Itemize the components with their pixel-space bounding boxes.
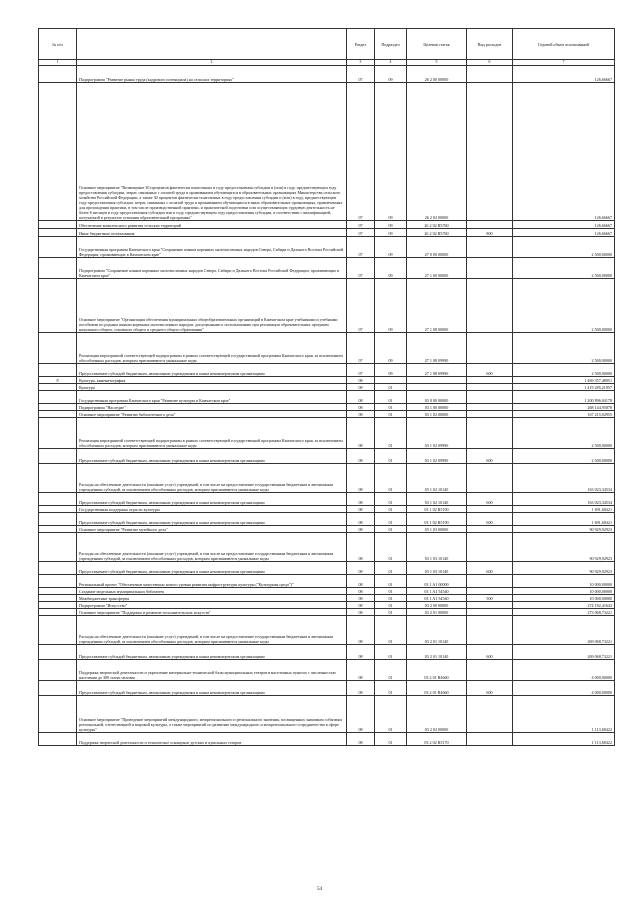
table-row xyxy=(39,229,615,237)
cell-name: Реализация мероприятий соответствующей подпрограммы в рамках соответствующей государственной программы Камчатского края, за исключением обособленных расходов, которым присваиваются уникальные коды xyxy=(77,418,347,449)
cell-vr xyxy=(467,66,513,83)
cell-razdel: 07 xyxy=(347,66,375,83)
cell-podrazdel: 01 xyxy=(375,575,407,588)
cell-csr: 26 2 02 R5760 xyxy=(407,229,467,237)
cell-razdel: 08 xyxy=(347,645,375,660)
cell-vr xyxy=(467,588,513,595)
cell-vr: 800 xyxy=(467,229,513,237)
cell-amount: 2 500,00000 xyxy=(513,237,615,258)
cell-csr: 26 2 02 R5760 xyxy=(407,221,467,229)
cell-razdel: 07 xyxy=(347,258,375,279)
cell-amount: 10 000,00000 xyxy=(513,595,615,602)
cell-vr xyxy=(467,384,513,391)
cell-name: Предоставление субсидий бюджетным, автономным учреждениям и иным некоммерческим организациям xyxy=(77,645,347,660)
cell-csr: 03 2 01 00000 xyxy=(407,609,467,616)
cell-csr xyxy=(407,384,467,391)
header-vr: Вид расходов xyxy=(467,29,513,60)
cell-csr: 03 1 02 R5190 xyxy=(407,506,467,513)
cell-podrazdel: 01 xyxy=(375,384,407,391)
table-header-row xyxy=(39,29,615,60)
cell-csr: 03 2 01 10140 xyxy=(407,645,467,660)
cell-amount: 1 691,68421 xyxy=(513,506,615,513)
cell-amount: 1 691,68421 xyxy=(513,513,615,526)
cell-name: Основное мероприятие "Проведение мероприятий международного, межрегионального и регионального значения, посвященных значимым событиям региональной, отечественной и мировой культуры, а также мероприятий по развитию международного и межрегионального сотрудничества в сфере культуры" xyxy=(77,696,347,733)
column-number: 6 xyxy=(467,60,513,66)
cell-razdel: 08 xyxy=(347,696,375,733)
table-row xyxy=(39,506,615,513)
cell-podrazdel: 01 xyxy=(375,645,407,660)
header-amount: Годовой объем ассигнований xyxy=(513,29,615,60)
cell-razdel: 08 xyxy=(347,609,375,616)
cell-podrazdel: 09 xyxy=(375,229,407,237)
table-row xyxy=(39,83,615,221)
cell-csr: 03 1 A1 54540 xyxy=(407,595,467,602)
cell-amount: 10 000,00000 xyxy=(513,588,615,595)
cell-razdel: 08 xyxy=(347,506,375,513)
cell-num xyxy=(39,526,77,533)
cell-num xyxy=(39,364,77,377)
cell-name: Государственная программа Камчатского края "Развитие культуры в Камчатском крае" xyxy=(77,391,347,404)
cell-csr: 03 1 02 09990 xyxy=(407,418,467,449)
cell-vr xyxy=(467,733,513,746)
table-row xyxy=(39,258,615,279)
cell-name: Государственная программа Камчатского края "Сохранение языков коренных малочисленных народов Севера, Сибири и Дальнего Востока Российской Федерации, проживающих в Камчатском крае" xyxy=(77,237,347,258)
cell-razdel: 08 xyxy=(347,493,375,506)
cell-csr: 27 1 00 00000 xyxy=(407,258,467,279)
cell-name: Межбюджетные трансферты xyxy=(77,595,347,602)
cell-amount: 2 500,00000 xyxy=(513,449,615,464)
cell-csr: 03 2 02 R5170 xyxy=(407,733,467,746)
cell-amount: 126,66667 xyxy=(513,221,615,229)
cell-razdel: 08 xyxy=(347,513,375,526)
cell-amount: 274 182,41643 xyxy=(513,602,615,609)
table-row xyxy=(39,595,615,602)
table-row xyxy=(39,588,615,595)
cell-podrazdel: 09 xyxy=(375,279,407,333)
cell-vr xyxy=(467,526,513,533)
cell-name: Предоставление субсидий бюджетным, автономным учреждениям и иным некоммерческим организациям xyxy=(77,493,347,506)
cell-vr: 600 xyxy=(467,493,513,506)
cell-amount: 2 500,00000 xyxy=(513,258,615,279)
cell-csr: 03 2 02 00000 xyxy=(407,696,467,733)
cell-razdel: 08 xyxy=(347,588,375,595)
cell-podrazdel: 01 xyxy=(375,464,407,493)
cell-razdel: 07 xyxy=(347,83,375,221)
cell-csr: 03 1 02 R5190 xyxy=(407,513,467,526)
budget-table xyxy=(38,28,615,746)
budget-table-sheet xyxy=(38,28,614,746)
cell-csr: 03 0 00 00000 xyxy=(407,391,467,404)
cell-vr: 600 xyxy=(467,449,513,464)
cell-razdel: 08 xyxy=(347,602,375,609)
cell-csr: 03 2 01 R4660 xyxy=(407,681,467,696)
cell-amount: 90 929,92923 xyxy=(513,533,615,562)
cell-name: Иные бюджетные ассигнования xyxy=(77,229,347,237)
cell-razdel: 08 xyxy=(347,526,375,533)
cell-podrazdel: 01 xyxy=(375,506,407,513)
cell-amount: 273 068,73221 xyxy=(513,609,615,616)
cell-num xyxy=(39,411,77,418)
table-row xyxy=(39,66,615,83)
cell-num xyxy=(39,588,77,595)
cell-amount: 1 469 357,48051 xyxy=(513,377,615,384)
cell-vr xyxy=(467,258,513,279)
cell-razdel: 08 xyxy=(347,449,375,464)
cell-amount: 1 113,68422 xyxy=(513,696,615,733)
cell-amount: 90 929,92923 xyxy=(513,562,615,575)
cell-vr xyxy=(467,391,513,404)
header-razdel: Раздел xyxy=(347,29,375,60)
cell-csr: 03 1 02 10140 xyxy=(407,493,467,506)
cell-name: Создание модельных муниципальных библиотек xyxy=(77,588,347,595)
table-row xyxy=(39,681,615,696)
table-row xyxy=(39,513,615,526)
table-row xyxy=(39,418,615,449)
cell-num xyxy=(39,660,77,681)
cell-name: Культура xyxy=(77,384,347,391)
table-row xyxy=(39,562,615,575)
cell-podrazdel: 01 xyxy=(375,513,407,526)
cell-num xyxy=(39,645,77,660)
cell-num xyxy=(39,384,77,391)
cell-name: Расходы на обеспечение деятельности (оказание услуг) учреждений, в том числе на предоставление государственным бюджетным и автономным учреждениям субсидий, за исключением обособленных расходов, которым присваиваются уникальные коды xyxy=(77,464,347,493)
cell-name: Подпрограмма "Наследие" xyxy=(77,404,347,411)
table-row xyxy=(39,660,615,681)
cell-num xyxy=(39,493,77,506)
cell-razdel: 08 xyxy=(347,562,375,575)
table-row xyxy=(39,384,615,391)
table-row xyxy=(39,602,615,609)
cell-name: Подпрограмма "Развитие рынка труда (кадрового потенциала) на сельских территориях" xyxy=(77,66,347,83)
cell-podrazdel: 01 xyxy=(375,696,407,733)
table-row xyxy=(39,221,615,229)
cell-amount: 126,66667 xyxy=(513,229,615,237)
header-num: № п/п xyxy=(39,29,77,60)
cell-name: Подпрограмма "Сохранение языков коренных малочисленных народов Севера, Сибири и Дальнего Востока Российской Федерации, проживающих в Камчатском крае" xyxy=(77,258,347,279)
cell-podrazdel xyxy=(375,377,407,384)
cell-vr xyxy=(467,333,513,364)
cell-podrazdel: 01 xyxy=(375,609,407,616)
cell-razdel: 08 xyxy=(347,733,375,746)
cell-amount: 2 500,00000 xyxy=(513,333,615,364)
cell-num xyxy=(39,229,77,237)
cell-amount: 126,66667 xyxy=(513,83,615,221)
cell-csr: 27 1 08 09990 xyxy=(407,333,467,364)
column-number: 1 xyxy=(39,60,77,66)
header-podrazdel: Подраздел xyxy=(375,29,407,60)
cell-num xyxy=(39,506,77,513)
cell-vr xyxy=(467,696,513,733)
cell-num xyxy=(39,681,77,696)
cell-amount: 163 023,34534 xyxy=(513,464,615,493)
cell-csr: 03 1 00 00000 xyxy=(407,404,467,411)
cell-vr xyxy=(467,279,513,333)
cell-num xyxy=(39,609,77,616)
cell-num xyxy=(39,533,77,562)
cell-amount: 126,66667 xyxy=(513,66,615,83)
cell-razdel: 07 xyxy=(347,279,375,333)
cell-name: Основное мероприятие "Поддержка и развитие исполнительских искусств" xyxy=(77,609,347,616)
cell-razdel: 08 xyxy=(347,660,375,681)
header-name xyxy=(77,29,347,60)
table-row xyxy=(39,411,615,418)
cell-amount: 4 000,00000 xyxy=(513,660,615,681)
cell-podrazdel: 01 xyxy=(375,418,407,449)
cell-podrazdel: 09 xyxy=(375,66,407,83)
table-row xyxy=(39,609,615,616)
cell-name: Предоставление субсидий бюджетным, автономным учреждениям и иным некоммерческим организациям xyxy=(77,449,347,464)
cell-podrazdel: 01 xyxy=(375,595,407,602)
column-number: 4 xyxy=(375,60,407,66)
table-row xyxy=(39,526,615,533)
cell-razdel: 08 xyxy=(347,377,375,384)
cell-razdel: 08 xyxy=(347,418,375,449)
cell-num xyxy=(39,258,77,279)
cell-vr: 600 xyxy=(467,513,513,526)
header-csr: Целевая статья xyxy=(407,29,467,60)
table-row xyxy=(39,237,615,258)
cell-amount: 1 419 285,21957 xyxy=(513,384,615,391)
cell-num xyxy=(39,404,77,411)
cell-vr xyxy=(467,616,513,645)
cell-name: Поддержка творческой деятельности и укрепление материально-технической базы муниципальных театров в населенных пунктах с численностью населения до 300 тысяч человек xyxy=(77,660,347,681)
cell-csr: 03 2 00 00000 xyxy=(407,602,467,609)
cell-amount: 269 068,73221 xyxy=(513,616,615,645)
cell-num xyxy=(39,418,77,449)
cell-podrazdel: 01 xyxy=(375,562,407,575)
cell-razdel: 07 xyxy=(347,237,375,258)
cell-podrazdel: 01 xyxy=(375,602,407,609)
cell-vr: 600 xyxy=(467,562,513,575)
cell-amount: 1 200 896,04178 xyxy=(513,391,615,404)
table-row xyxy=(39,364,615,377)
cell-name: Основное мероприятие "Возмещение 30 процентов фактически понесенных в году предоставления субсидии и (или) в году, предшествующем году предоставления субсидии, затрат, связанных с оплатой труда и проживанием обучающихся в образовательных организациях Министерства сельского хозяйства Российской Федерации, а также 30 процентов фактически понесенных в году предоставления субсидии и (или) в году, предшествующем году предоставления субсидии, затрат, связанных с оплатой труда и проживанием обучающихся в иных образовательных организациях, привлеченных для прохождения практики, в том числе производственной практики, и практической подготовки или осуществляющих трудовую деятельность не более 6 месяцев в году предоставления субсидии или в году, предшествующем году предоставления субсидии, в соответствии с квалификацией, получаемой в результате освоения образовательной программы" xyxy=(77,83,347,221)
cell-vr xyxy=(467,418,513,449)
cell-amount: 2 500,00000 xyxy=(513,364,615,377)
cell-amount: 167 215,02955 xyxy=(513,411,615,418)
cell-vr: 600 xyxy=(467,364,513,377)
cell-csr: 03 1 03 10140 xyxy=(407,533,467,562)
cell-podrazdel: 01 xyxy=(375,533,407,562)
cell-razdel: 08 xyxy=(347,404,375,411)
cell-csr xyxy=(407,377,467,384)
cell-amount: 268 144,95878 xyxy=(513,404,615,411)
cell-razdel: 08 xyxy=(347,595,375,602)
cell-amount: 10 000,00000 xyxy=(513,575,615,588)
cell-csr: 03 1 A1 00000 xyxy=(407,575,467,588)
cell-num xyxy=(39,237,77,258)
cell-name: Основное мероприятие "Развитие библиотечного дела" xyxy=(77,411,347,418)
cell-vr xyxy=(467,575,513,588)
cell-name: Обеспечение комплексного развития сельских территорий xyxy=(77,221,347,229)
cell-amount: 90 929,92923 xyxy=(513,526,615,533)
cell-vr xyxy=(467,221,513,229)
cell-num xyxy=(39,575,77,588)
cell-podrazdel: 01 xyxy=(375,449,407,464)
cell-name: Предоставление субсидий бюджетным, автономным учреждениям и иным некоммерческим организациям xyxy=(77,562,347,575)
table-row xyxy=(39,575,615,588)
cell-vr xyxy=(467,602,513,609)
cell-csr: 03 1 02 10140 xyxy=(407,464,467,493)
cell-num xyxy=(39,464,77,493)
cell-podrazdel: 01 xyxy=(375,493,407,506)
cell-podrazdel: 01 xyxy=(375,404,407,411)
cell-vr xyxy=(467,660,513,681)
cell-name: Реализация мероприятий соответствующей подпрограммы в рамках соответствующей государственной программы Камчатского края, за исключением обособленных расходов, которым присваиваются уникальные коды xyxy=(77,333,347,364)
cell-razdel: 08 xyxy=(347,616,375,645)
cell-razdel: 08 xyxy=(347,681,375,696)
cell-num xyxy=(39,391,77,404)
cell-podrazdel: 01 xyxy=(375,588,407,595)
cell-vr xyxy=(467,609,513,616)
cell-num xyxy=(39,66,77,83)
cell-razdel: 08 xyxy=(347,384,375,391)
cell-num xyxy=(39,733,77,746)
cell-razdel: 07 xyxy=(347,221,375,229)
cell-vr: 500 xyxy=(467,595,513,602)
cell-amount: 269 068,73221 xyxy=(513,645,615,660)
cell-podrazdel: 09 xyxy=(375,333,407,364)
column-number: 2 xyxy=(77,60,347,66)
table-row xyxy=(39,377,615,384)
cell-csr: 03 2 01 R4660 xyxy=(407,660,467,681)
cell-csr: 26 2 02 00000 xyxy=(407,83,467,221)
cell-razdel: 08 xyxy=(347,533,375,562)
cell-csr: 03 1 A1 54540 xyxy=(407,588,467,595)
cell-vr xyxy=(467,506,513,513)
cell-csr: 03 1 02 09990 xyxy=(407,449,467,464)
table-row xyxy=(39,464,615,493)
cell-csr: 26 2 00 00000 xyxy=(407,66,467,83)
cell-name: Расходы на обеспечение деятельности (оказание услуг) учреждений, в том числе на предоставление государственным бюджетным и автономным учреждениям субсидий, за исключением обособленных расходов, которым присваиваются уникальные коды xyxy=(77,533,347,562)
cell-num xyxy=(39,279,77,333)
cell-podrazdel: 09 xyxy=(375,364,407,377)
cell-num xyxy=(39,513,77,526)
cell-podrazdel: 09 xyxy=(375,83,407,221)
cell-num xyxy=(39,83,77,221)
cell-podrazdel: 01 xyxy=(375,616,407,645)
table-row xyxy=(39,733,615,746)
cell-csr: 03 2 01 10140 xyxy=(407,616,467,645)
cell-razdel: 08 xyxy=(347,411,375,418)
table-row xyxy=(39,696,615,733)
cell-name: Предоставление субсидий бюджетным, автономным учреждениям и иным некоммерческим организациям xyxy=(77,513,347,526)
cell-podrazdel: 09 xyxy=(375,258,407,279)
cell-vr xyxy=(467,377,513,384)
cell-num: 8 xyxy=(39,377,77,384)
cell-num xyxy=(39,333,77,364)
column-number: 5 xyxy=(407,60,467,66)
cell-csr: 27 1 08 00000 xyxy=(407,279,467,333)
cell-name: Поддержка творческой деятельности и техническое оснащение детских и кукольных театров xyxy=(77,733,347,746)
cell-num xyxy=(39,595,77,602)
cell-num xyxy=(39,696,77,733)
cell-name: Подпрограмма "Искусство" xyxy=(77,602,347,609)
cell-vr: 600 xyxy=(467,645,513,660)
cell-podrazdel: 09 xyxy=(375,221,407,229)
table-row xyxy=(39,645,615,660)
cell-amount: 4 000,00000 xyxy=(513,681,615,696)
cell-num xyxy=(39,221,77,229)
cell-vr xyxy=(467,237,513,258)
cell-vr xyxy=(467,464,513,493)
cell-name: Культура, кинематография xyxy=(77,377,347,384)
cell-podrazdel: 01 xyxy=(375,733,407,746)
cell-razdel: 07 xyxy=(347,229,375,237)
cell-razdel: 07 xyxy=(347,364,375,377)
table-body xyxy=(39,66,615,746)
cell-podrazdel: 09 xyxy=(375,237,407,258)
cell-vr xyxy=(467,533,513,562)
column-number: 7 xyxy=(513,60,615,66)
cell-name: Государственная поддержка отрасли культуры xyxy=(77,506,347,513)
cell-amount: 2 500,00000 xyxy=(513,279,615,333)
cell-csr: 27 1 08 09990 xyxy=(407,364,467,377)
cell-vr xyxy=(467,404,513,411)
column-number: 3 xyxy=(347,60,375,66)
table-row xyxy=(39,391,615,404)
cell-name: Региональный проект "Обеспечение качественно нового уровня развития инфраструктуры культуры ("Культурная среда")" xyxy=(77,575,347,588)
table-row xyxy=(39,493,615,506)
page-number: 54 xyxy=(317,887,322,892)
cell-csr: 27 0 00 00000 xyxy=(407,237,467,258)
cell-num xyxy=(39,449,77,464)
table-row xyxy=(39,279,615,333)
cell-podrazdel: 01 xyxy=(375,526,407,533)
cell-csr: 03 1 02 00000 xyxy=(407,411,467,418)
cell-razdel: 08 xyxy=(347,464,375,493)
cell-razdel: 07 xyxy=(347,333,375,364)
table-row xyxy=(39,533,615,562)
cell-csr: 03 1 03 00000 xyxy=(407,526,467,533)
cell-name: Расходы на обеспечение деятельности (оказание услуг) учреждений, в том числе на предоставление государственным бюджетным и автономным учреждениям субсидий, за исключением обособленных расходов, которым присваиваются уникальные коды xyxy=(77,616,347,645)
cell-num xyxy=(39,616,77,645)
table-row xyxy=(39,616,615,645)
cell-vr xyxy=(467,411,513,418)
cell-podrazdel: 01 xyxy=(375,411,407,418)
cell-csr: 03 1 03 10140 xyxy=(407,562,467,575)
cell-vr: 600 xyxy=(467,681,513,696)
cell-num xyxy=(39,602,77,609)
cell-name: Основное мероприятие "Развитие музейного дела" xyxy=(77,526,347,533)
cell-name: Предоставление субсидий бюджетным, автономным учреждениям и иным некоммерческим организациям xyxy=(77,364,347,377)
cell-razdel: 08 xyxy=(347,391,375,404)
cell-name: Основное мероприятие "Организация обеспечения муниципальных общеобразовательных организаций в Камчатском крае учебниками и учебными пособиями по родным языкам коренных малочисленных народов, допущенными к использованию при реализации образовательных программ начального общего, основного общего и среднего общего образования" xyxy=(77,279,347,333)
cell-amount: 1 113,68422 xyxy=(513,733,615,746)
cell-podrazdel: 01 xyxy=(375,681,407,696)
table-row xyxy=(39,404,615,411)
table-row xyxy=(39,333,615,364)
cell-name: Предоставление субсидий бюджетным, автономным учреждениям и иным некоммерческим организациям xyxy=(77,681,347,696)
cell-podrazdel: 01 xyxy=(375,391,407,404)
cell-podrazdel: 01 xyxy=(375,660,407,681)
cell-razdel: 08 xyxy=(347,575,375,588)
cell-vr xyxy=(467,83,513,221)
table-row xyxy=(39,449,615,464)
cell-amount: 163 023,34534 xyxy=(513,493,615,506)
cell-num xyxy=(39,562,77,575)
cell-amount: 2 500,00000 xyxy=(513,418,615,449)
